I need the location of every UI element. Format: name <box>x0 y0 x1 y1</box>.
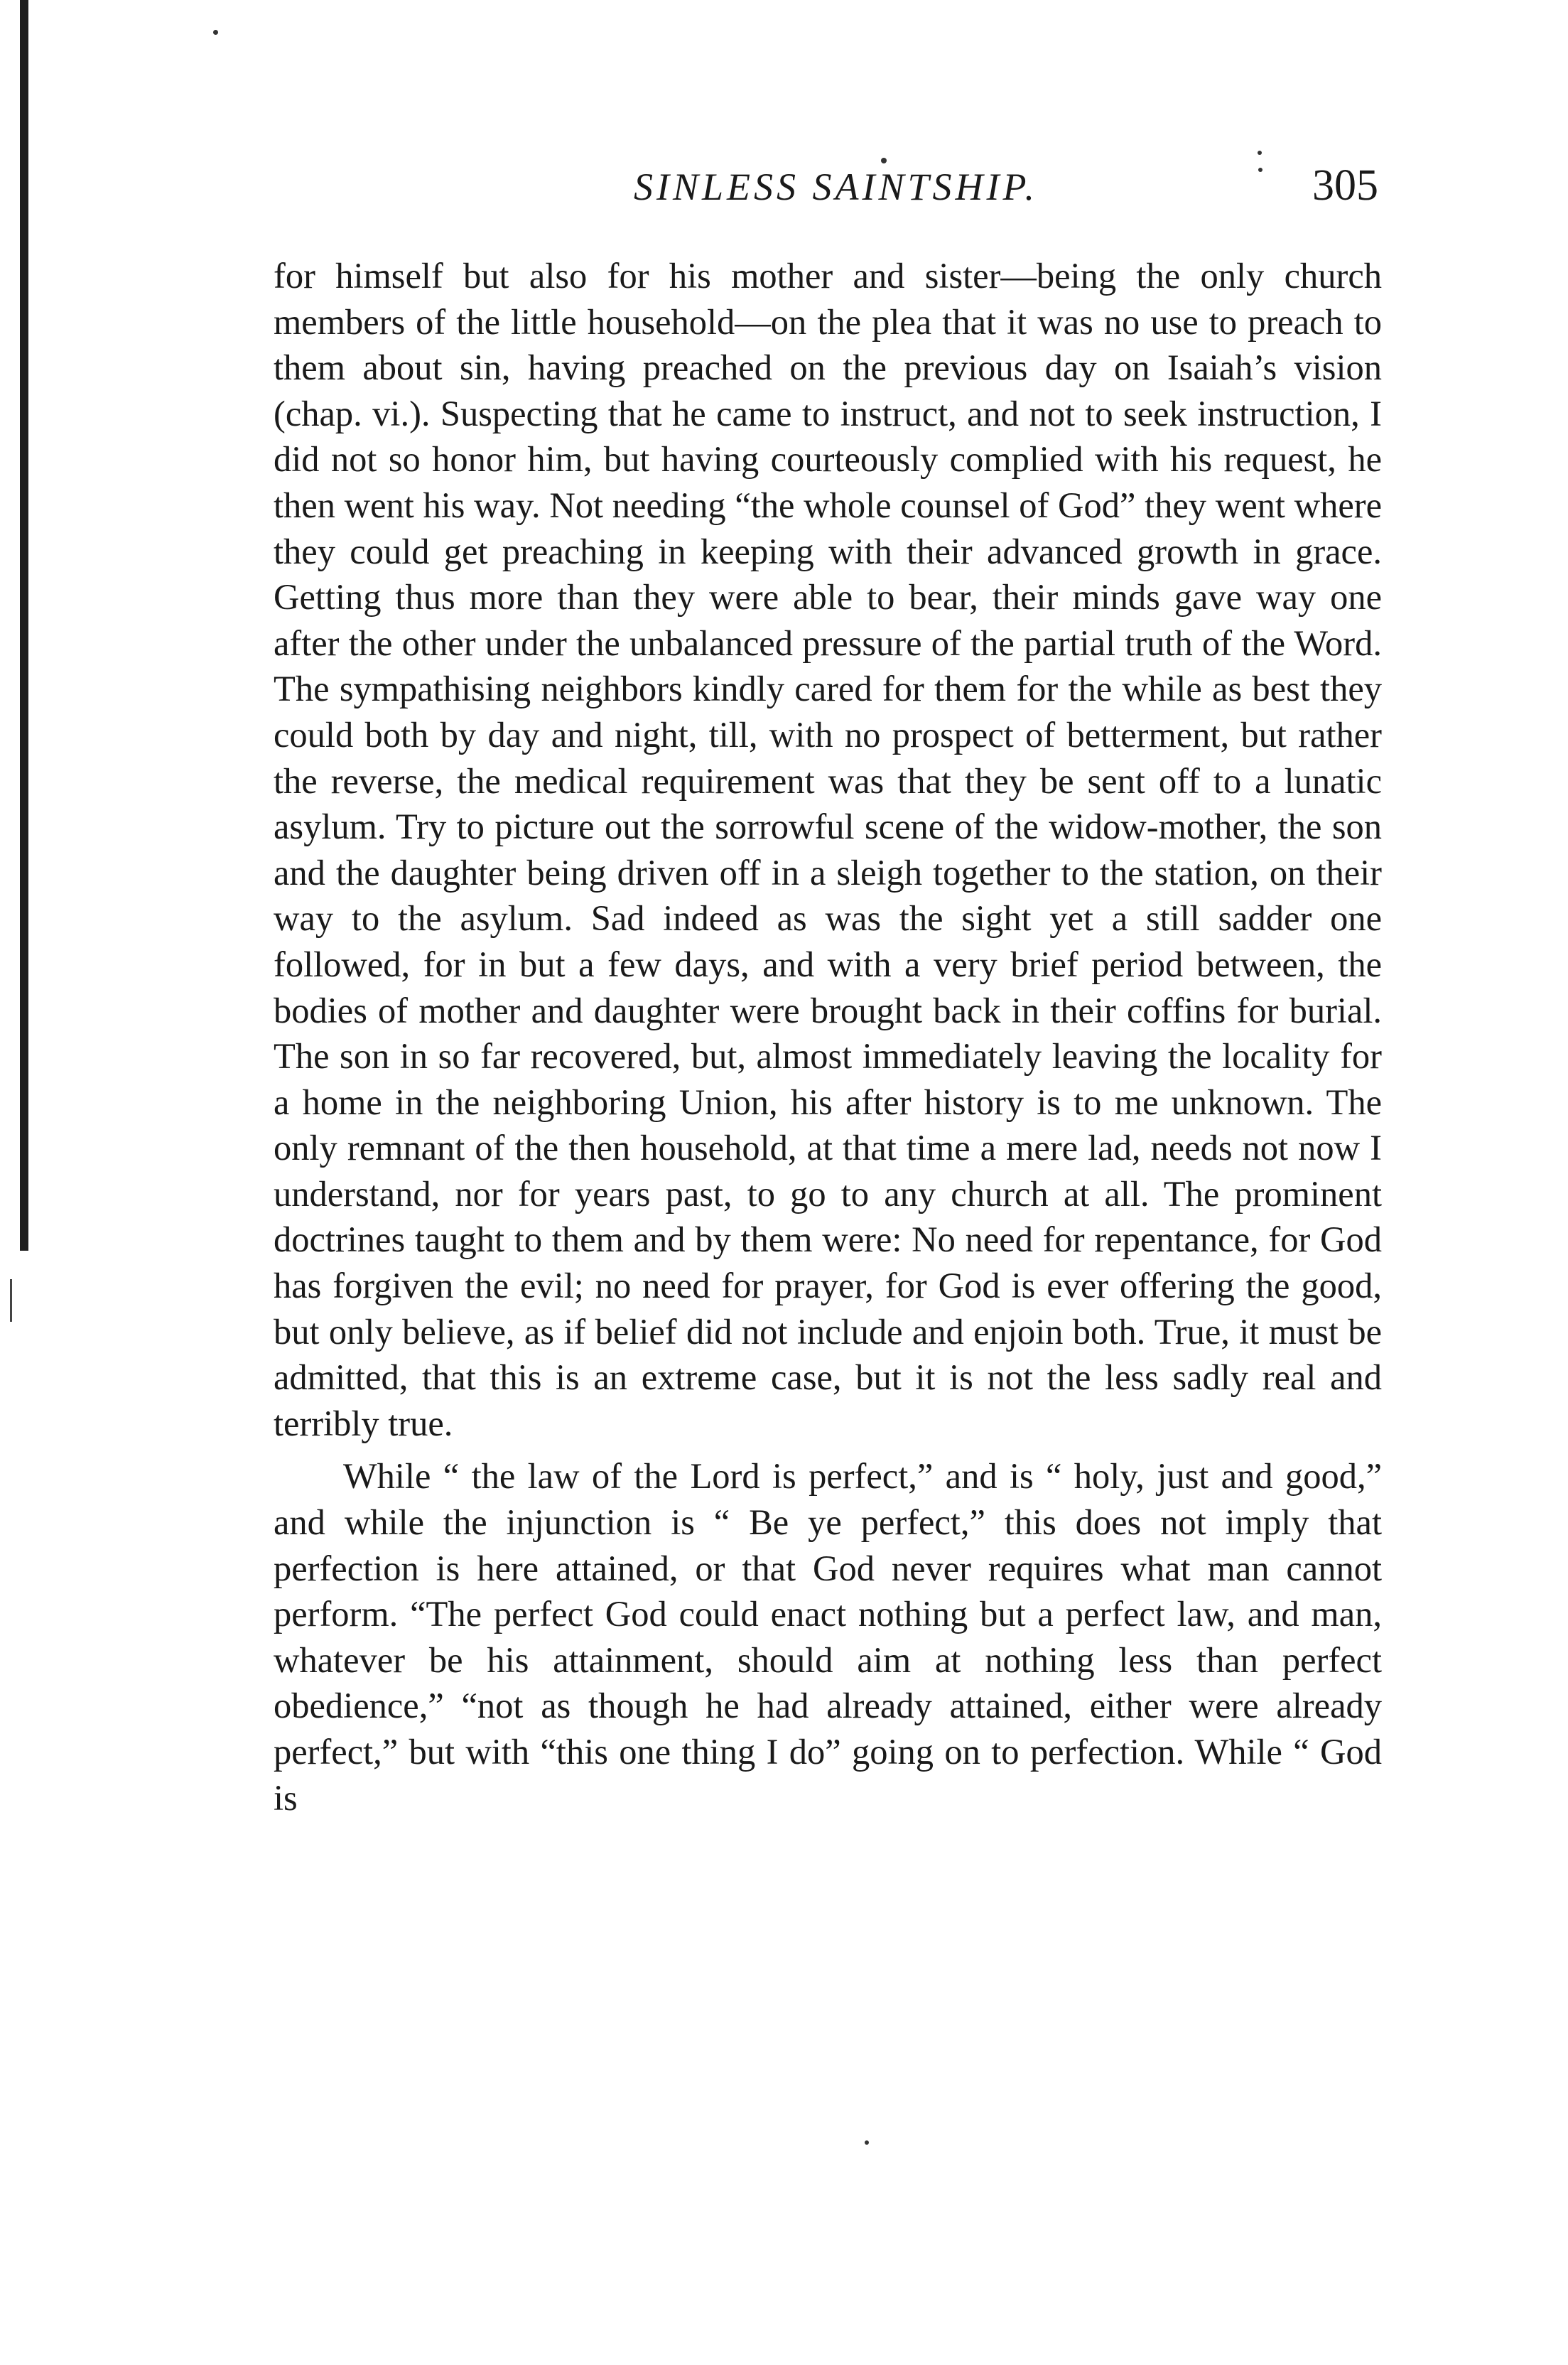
scan-speck <box>881 158 887 163</box>
paragraph: While “ the law of the Lord is perfect,” and is “ holy, just and good,” and while the injunction is “ Be ye perfect,” this does not imply that perfection is here attained, or that God never requires what man cannot perform. “The perfect God could enact nothing but a perfect law, and man, whatever be his attainment, should aim at nothing less than perfect obedience,” “not as though he had already attained, either were already perfect,” but with “this one thing I do” going on to perfection. While “ God is <box>274 1456 1382 1818</box>
scan-speck <box>865 2140 869 2145</box>
scan-speck <box>213 30 218 35</box>
body-text <box>274 253 1382 1821</box>
scan-speck <box>1258 151 1262 155</box>
running-head <box>270 161 1378 222</box>
scan-binding-mark <box>10 1279 12 1322</box>
running-head-title: SINLESS SAINTSHIP. <box>634 166 1039 208</box>
paragraph: for himself but also for his mother and sister—being the only church members of the little household—on the plea that it was no use to preach to them about sin, having preached on the previous day on Isaiah’s vision (chap. vi.). Suspecting that he came to instruct, and not to seek instruction, I did not so honor him, but having courteously complied with his request, he then went his way. Not needing “the whole counsel of God” they went where they could get preaching in keeping with their advanced growth in grace. Getting thus more than they were able to bear, their minds gave way one after the other under the unbalanced pressure of the partial truth of the Word. The sympathising neighbors kindly cared for them for the while as best they could both by day and night, till, with no prospect of betterment, but rather the reverse, the medical requirement was that they be sent off to a lunatic asylum. Try to picture out the sorrowful scene of the widow-mother, the son and the daughter being driven off in a sleigh together to the station, on their way to the asylum. Sad indeed as was the sight yet a still sadder one followed, for in but a few days, and with a very brief period between, the bodies of mother and daughter were brought back in their coffins for burial. The son in so far recovered, but, almost immediately leaving the locality for a home in the neighboring Union, his after history is to me unknown. The only remnant of the then household, at that time a mere lad, needs not now I understand, nor for years past, to go to any church at all. The prominent doctrines taught to them and by them were: No need for repentance, for God has forgiven the evil; no need for prayer, for God is ever offering the good, but only believe, as if belief did not include and enjoin both. True, it must be admitted, that this is an extreme case, but it is not the less sadly real and terribly true. <box>274 256 1382 1443</box>
scan-binding-edge <box>20 0 28 1251</box>
page-number: 305 <box>1312 161 1378 210</box>
